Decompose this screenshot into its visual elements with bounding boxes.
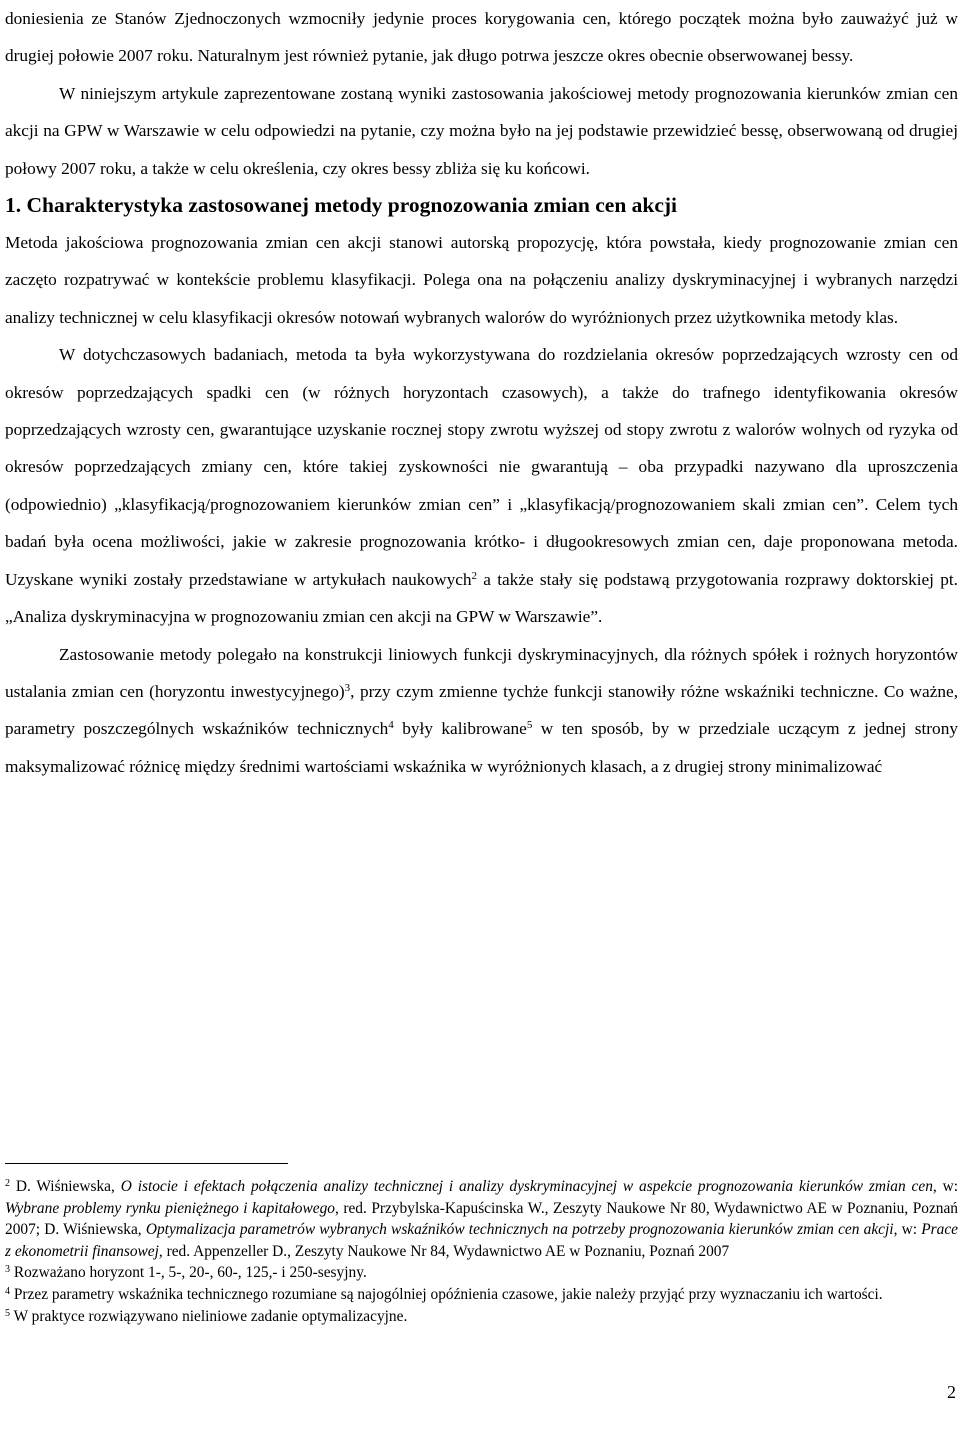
- footnote-5: [5, 1306, 958, 1328]
- footnote-ref-4[interactable]: 4: [388, 719, 394, 732]
- footnote-2-sep-2: , w:: [893, 1221, 922, 1239]
- paragraph-application-text-b: , przy czym zmienne tychże funkcji stanowiły różne wskaźniki techniczne. Co ważne, parametry poszczególnych wskaźników technicznych: [5, 681, 959, 739]
- page-number: 2: [947, 1382, 956, 1402]
- footnote-2-title-4: Prace z ekonometrii finansowej: [5, 1221, 958, 1260]
- footnote-mark-4: 4: [5, 1285, 10, 1297]
- footnote-2-author: D. Wiśniewska,: [10, 1178, 121, 1195]
- footnote-5-text: W praktyce rozwiązywano nieliniowe zadanie optymalizacyjne.: [10, 1307, 408, 1325]
- footnote-mark-5: 5: [5, 1307, 10, 1319]
- footnote-2: [5, 1176, 958, 1262]
- body-text: [5, 0, 958, 785]
- paragraph-research: [5, 336, 958, 635]
- section-heading: 1. Charakterystyka zastosowanej metody prognozowania zmian cen akcji: [5, 193, 678, 218]
- paragraph-research-text-a: W dotychczasowych badaniach, metoda ta była wykorzystywana do rozdzielania okresów poprzedzających wzrosty cen od okresów poprzedzających spadki cen (w różnych horyzontach czasowych), a także do trafnego identyfikowania okresów poprzedzających wzrosty cen, gwarantujące uzyskanie rocznej stopy zwrotu wyższej od stopy zwrotu z walorów wolnych od ryzyka od okresów poprzedzających zmiany cen, które takiej zyskowności nie gwarantują – oba przypadki nazywano dla uproszczenia (odpowiednio) „klasyfikacją/prognozowaniem kierunków zmian cen” i „klasyfikacją/prognozowaniem skali zmian cen”. Celem tych badań była ocena możliwości, jakie w zakresie prognozowania krótko- i długookresowych zmian cen, daje proponowana metoda. Uzyskane wyniki zostały przedstawiane w artykułach naukowych: [5, 345, 958, 589]
- footnote-ref-2[interactable]: 2: [471, 569, 478, 582]
- paragraph-continuation: doniesienia ze Stanów Zjednoczonych wzmocniły jedynie proces korygowania cen, którego początek można było zauważyć już w drugiej połowie 2007 roku. Naturalnym jest również pytanie, jak długo potrwa jeszcze okres obecnie obserwowanej bessy.: [5, 9, 958, 66]
- footnote-2-sep-1: , w:: [932, 1178, 959, 1195]
- footnote-4: [5, 1284, 958, 1306]
- paragraph-research-text-b: a także stały się podstawą przygotowania rozprawy doktorskiej pt. „Analiza dyskryminacyjna w prognozowaniu zmian cen akcji na GPW w Warszawie”.: [5, 569, 958, 627]
- footnote-mark-2: 2: [5, 1178, 10, 1189]
- paragraph-application-text-d: w ten sposób, by w przedziale uczącym z jednej strony maksymalizować różnicę między średnimi wartościami wskaźnika w wyróżnionych klasach, a z drugiej strony minimalizować: [5, 719, 958, 776]
- footnote-3: [5, 1262, 958, 1284]
- footnotes: [5, 1176, 958, 1327]
- footnote-2-title-3: Optymalizacja parametrów wybranych wskaźników technicznych na potrzeby prognozowania kierunków zmian cen akcji: [145, 1221, 894, 1239]
- footnote-4-text: Przez parametry wskaźnika technicznego rozumiane są najogólniej opóźnienia czasowe, jakie należy przyjąć przy wyznaczaniu ich wartości.: [10, 1285, 883, 1303]
- footnote-2-title-2: Wybrane problemy rynku pieniężnego i kapitałowego: [5, 1199, 335, 1217]
- paragraph-application-text-a: Zastosowanie metody polegało na konstrukcji liniowych funkcji dyskryminacyjnych, dla różnych spółek i rożnych horyzontów ustalania zmian cen (horyzontu inwestycyjnego): [5, 644, 958, 701]
- footnote-separator: [5, 1163, 288, 1164]
- footnote-2-title-1: O istocie i efektach połączenia analizy technicznej i analizy dyskryminacyjnej w aspekcie prognozowania kierunków zmian cen: [120, 1178, 933, 1195]
- paragraph-application-text-c: były kalibrowane: [393, 719, 527, 739]
- paragraph-application: [5, 636, 958, 786]
- footnote-ref-3[interactable]: 3: [344, 681, 351, 694]
- footnote-mark-3: 3: [5, 1264, 10, 1276]
- footnote-3-text: Rozważano horyzont 1-, 5-, 20-, 60-, 125,- i 250-sesyjny.: [10, 1264, 367, 1282]
- paragraph-method: Metoda jakościowa prognozowania zmian cen akcji stanowi autorską propozycję, która powstała, kiedy prognozowanie zmian cen zaczęto rozpatrywać w kontekście problemu klasyfikacji. Polega ona na połączeniu analizy dyskryminacyjnej i wybranych narzędzi analizy technicznej w celu klasyfikacji okresów notowań wybranych walorów do wyróżnionych przez użytkownika metody klas.: [5, 233, 958, 327]
- paragraph-intro: W niniejszym artykule zaprezentowane zostaną wyniki zastosowania jakościowej metody prognozowania kierunków zmian cen akcji na GPW w Warszawie w celu odpowiedzi na pytanie, czy można było na jej podstawie przewidzieć bessę, obserwowaną od drugiej połowy 2007 roku, a także w celu określenia, czy okres bessy zbliża się ku końcowi.: [5, 83, 958, 178]
- footnote-2-info-1: , red. Przybylska-Kapuścinska W., Zeszyty Naukowe Nr 80, Wydawnictwo AE w Poznaniu, Poznań 2007; D. Wiśniewska,: [5, 1199, 958, 1239]
- footnote-ref-5[interactable]: 5: [526, 719, 533, 732]
- footnote-2-info-2: , red. Appenzeller D., Zeszyty Naukowe Nr 84, Wydawnictwo AE w Poznaniu, Poznań 2007: [158, 1242, 730, 1260]
